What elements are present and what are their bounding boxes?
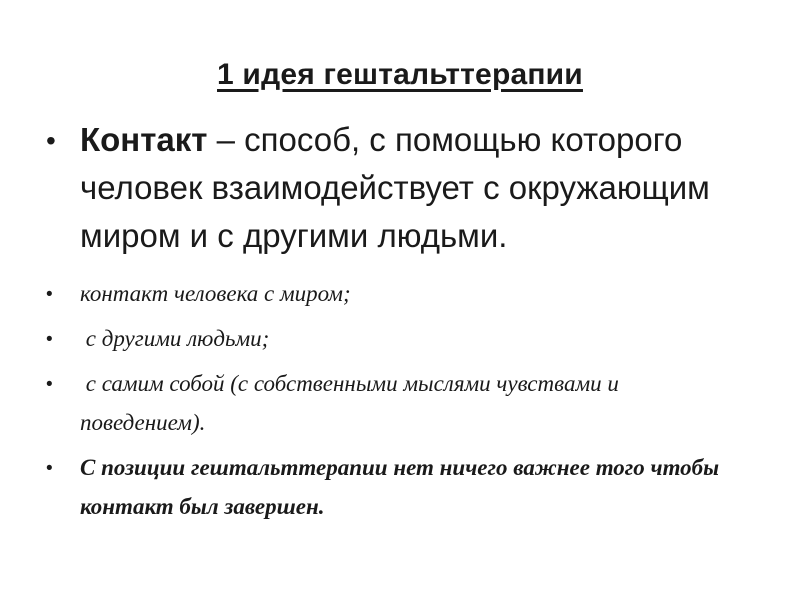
slide-title: 1 идея гештальттерапии — [217, 58, 583, 91]
bullet-dot-icon: • — [46, 329, 53, 350]
main-bullet-text: – способ, с помощью которого человек взаимодействует с окружающим миром и с другими людьми. — [80, 121, 710, 254]
bullet-list — [46, 116, 746, 526]
main-bullet — [46, 116, 746, 260]
sub-bullet-text: с самим собой (с собственными мыслями чувствами и поведением). — [80, 371, 625, 435]
main-bullet-term: Контакт — [80, 121, 208, 158]
sub-bullet — [46, 364, 746, 442]
sub-bullet — [46, 319, 746, 358]
bullet-dot-icon: • — [46, 284, 53, 305]
sub-bullet-text: с другими людьми; — [80, 326, 270, 351]
bullet-dot-icon: • — [46, 374, 53, 395]
sub-bullet-text: контакт человека с миром; — [80, 281, 351, 306]
conclusion-text: С позиции гештальттерапии нет ничего важнее того чтобы контакт был завершен. — [80, 455, 720, 519]
bullet-dot-icon: • — [46, 458, 53, 479]
bullet-dot-icon: • — [46, 125, 56, 156]
conclusion-bullet — [46, 448, 746, 526]
sub-bullet — [46, 274, 746, 313]
